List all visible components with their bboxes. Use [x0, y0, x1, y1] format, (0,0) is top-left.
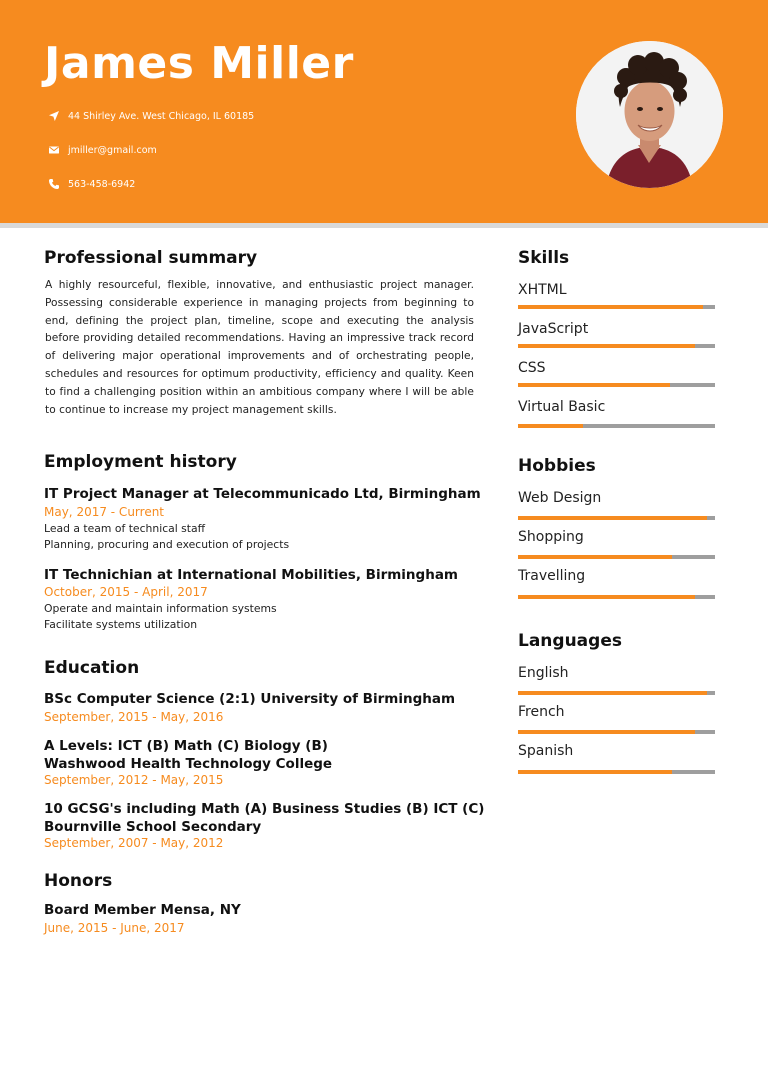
honor-dates: June, 2015 - June, 2017: [44, 921, 185, 935]
job-detail: Facilitate systems utilization: [44, 618, 198, 631]
language-label: French: [518, 704, 565, 720]
hobby-label: Shopping: [518, 529, 584, 545]
language-label: English: [518, 665, 569, 681]
email-text[interactable]: jmiller@gmail.com: [68, 144, 157, 156]
language-bar-fill: [518, 770, 672, 774]
contact-email: [48, 144, 157, 156]
skill-bar: [518, 344, 715, 348]
honor-title: Board Member Mensa, NY: [44, 902, 241, 918]
job-title: IT Project Manager at Telecommunicado Ltd, Birmingham: [44, 486, 481, 502]
hobby-bar: [518, 555, 715, 559]
hobby-bar-fill: [518, 555, 672, 559]
skill-bar: [518, 383, 715, 387]
job-dates: October, 2015 - April, 2017: [44, 585, 208, 599]
skill-label: Virtual Basic: [518, 399, 606, 415]
language-label: Spanish: [518, 743, 574, 759]
language-bar: [518, 691, 715, 695]
hobby-bar-fill: [518, 595, 695, 599]
skill-bar: [518, 424, 715, 428]
avatar-portrait: [576, 41, 723, 188]
contact-address: [48, 110, 254, 122]
languages-heading: Languages: [518, 631, 622, 651]
hobby-bar-fill: [518, 516, 707, 520]
job-title: IT Technichian at International Mobilities, Birmingham: [44, 567, 458, 583]
hobby-label: Travelling: [518, 568, 586, 584]
education-dates: September, 2007 - May, 2012: [44, 836, 224, 850]
envelope-icon: [48, 144, 60, 156]
skill-label: CSS: [518, 360, 546, 376]
education-heading: Education: [44, 658, 140, 678]
skill-bar-fill: [518, 383, 670, 387]
education-title: 10 GCSG's including Math (A) Business Studies (B) ICT (C): [44, 801, 485, 817]
skill-bar-fill: [518, 305, 703, 309]
honors-heading: Honors: [44, 871, 113, 891]
job-detail: Lead a team of technical staff: [44, 522, 206, 535]
language-bar: [518, 730, 715, 734]
education-title: A Levels: ICT (B) Math (C) Biology (B): [44, 738, 328, 754]
contact-phone: [48, 178, 135, 190]
skills-heading: Skills: [518, 248, 570, 268]
skill-label: JavaScript: [518, 321, 589, 337]
phone-icon: [48, 178, 60, 190]
candidate-name: James Miller: [44, 38, 354, 89]
language-bar: [518, 770, 715, 774]
skill-label: XHTML: [518, 282, 567, 298]
education-title: BSc Computer Science (2:1) University of Birmingham: [44, 691, 456, 707]
skill-bar-fill: [518, 424, 583, 428]
address-text: 44 Shirley Ave. West Chicago, IL 60185: [68, 110, 255, 122]
language-bar-fill: [518, 691, 707, 695]
summary-text: A highly resourceful, flexible, innovative, and enthusiastic project manager. Possessing considerable experience in managing projects from beginning to end, defining the project plan, timeline, scope and executing the analysis before providing detailed recommendations. Having an impressive track record of delivering major operational improvements and of orchestrating people, schedules and resources for optimum productivity, efficiency and quality. Keen to find a challenging position within an ambitious company where I will be able to continue to increase my project management skills.: [45, 279, 474, 416]
language-bar-fill: [518, 730, 695, 734]
profile-photo: [576, 41, 723, 188]
job-detail: Operate and maintain information systems: [44, 602, 277, 615]
employment-heading: Employment history: [44, 452, 237, 472]
hobby-label: Web Design: [518, 490, 602, 506]
header-divider: [0, 223, 768, 228]
hobbies-heading: Hobbies: [518, 456, 596, 476]
job-detail: Planning, procuring and execution of projects: [44, 538, 290, 551]
education-school: Bournville School Secondary: [44, 819, 262, 835]
skill-bar-fill: [518, 344, 695, 348]
education-school: Washwood Health Technology College: [44, 756, 333, 772]
hobby-bar: [518, 595, 715, 599]
job-dates: May, 2017 - Current: [44, 505, 165, 519]
phone-text: 563-458-6942: [68, 178, 136, 190]
hobby-bar: [518, 516, 715, 520]
location-arrow-icon: [48, 110, 60, 122]
education-dates: September, 2012 - May, 2015: [44, 773, 224, 787]
skill-bar: [518, 305, 715, 309]
education-dates: September, 2015 - May, 2016: [44, 710, 224, 724]
summary-heading: Professional summary: [44, 248, 258, 268]
